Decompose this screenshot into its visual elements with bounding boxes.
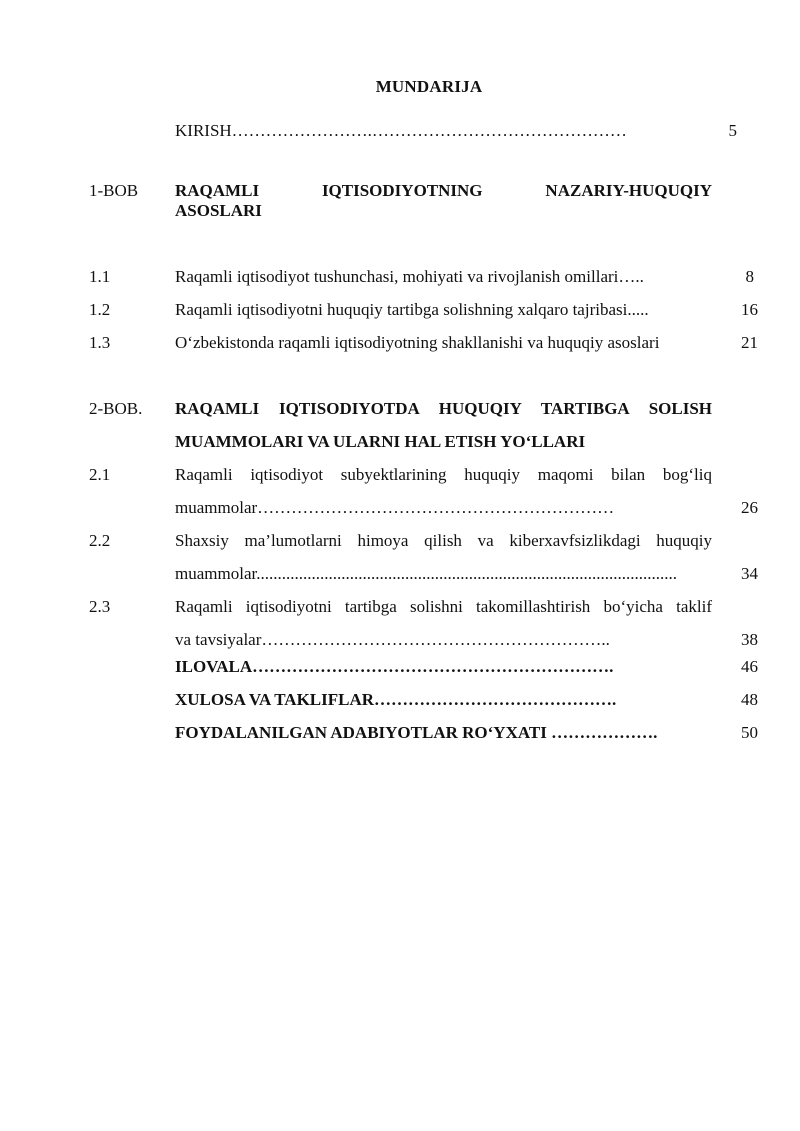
chapter-number: 1-BOB <box>89 181 139 200</box>
section-title <box>175 524 712 590</box>
chapter-title <box>175 392 712 458</box>
section-title-line: Raqamli iqtisodiyot subyektlarining huquqiy maqomi bilan bog‘liq <box>175 465 712 484</box>
chapter-title-line: RAQAMLI IQTISODIYOTDA HUQUQIY TARTIBGA SOLISH <box>175 399 712 418</box>
chapter-title-line: ASOSLARI <box>175 201 262 220</box>
toc-entry-text: XULOSA VA TAKLIFLAR……………………………………. <box>175 690 617 709</box>
section-title-line: Raqamli iqtisodiyotni tartibga solishni takomillashtirish bo‘yicha taklif <box>175 597 712 616</box>
toc-page-number: 5 <box>728 121 737 140</box>
section-title: Raqamli iqtisodiyotni huquqiy tartibga solishning xalqaro tajribasi..... <box>175 300 649 319</box>
chapter-title <box>175 181 712 221</box>
toc-page-number: 16 <box>741 300 758 319</box>
toc-page-number: 26 <box>741 498 758 517</box>
section-number: 2.1 <box>89 465 111 484</box>
chapter-title-word: IQTISODIYOTNING <box>321 181 483 200</box>
page-title: MUNDARIJA <box>375 77 483 96</box>
section-title <box>175 590 712 656</box>
chapter-title-word: NAZARIY-HUQUQIY <box>545 181 712 200</box>
toc-page-number: 34 <box>741 564 758 583</box>
toc-entry-text: KIRISH…………………….……………………………………… <box>175 121 627 140</box>
toc-page-number: 8 <box>745 267 754 286</box>
section-title-line: va tavsiyalar…………………………………………………….. <box>175 630 610 649</box>
section-number: 2.3 <box>89 597 111 616</box>
section-title-line: muammolar……………………………………………………… <box>175 498 615 517</box>
chapter-title-line: MUAMMOLARI VA ULARNI HAL ETISH YO‘LLARI <box>175 432 586 451</box>
section-number: 1.2 <box>89 300 111 319</box>
section-title <box>175 458 712 524</box>
section-number: 1.3 <box>89 333 111 352</box>
section-title: Raqamli iqtisodiyot tushunchasi, mohiyati va rivojlanish omillari….. <box>175 267 644 286</box>
toc-page-number: 46 <box>741 657 758 676</box>
section-title: O‘zbekistonda raqamli iqtisodiyotning shakllanishi va huquqiy asoslari <box>175 333 660 352</box>
toc-entry-text: FOYDALANILGAN ADABIYOTLAR RO‘YXATI ………………. <box>175 723 658 742</box>
toc-page-number: 21 <box>741 333 758 352</box>
section-number: 2.2 <box>89 531 111 550</box>
chapter-number: 2-BOB. <box>89 399 143 418</box>
toc-entry-text: ILOVALA………………………………………………………. <box>175 657 614 676</box>
toc-page-number: 50 <box>741 723 758 742</box>
section-title-line: Shaxsiy ma’lumotlarni himoya qilish va kiberxavfsizlikdagi huquqiy <box>175 531 712 550</box>
toc-page-number: 38 <box>741 630 758 649</box>
toc-page-number: 48 <box>741 690 758 709</box>
section-title-line: muammolar................................................................................................... <box>175 564 677 583</box>
section-number: 1.1 <box>89 267 111 286</box>
chapter-title-word: RAQAMLI <box>175 181 260 200</box>
